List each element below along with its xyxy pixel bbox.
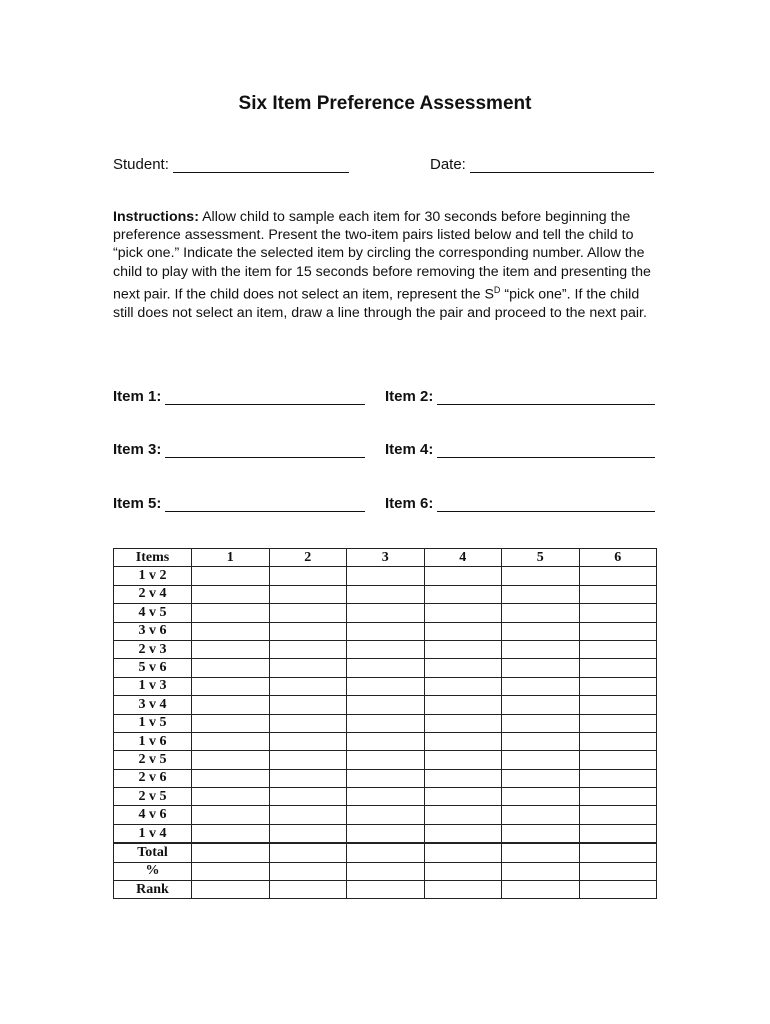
table-cell[interactable] (579, 881, 657, 899)
table-row (114, 604, 657, 622)
table-cell[interactable] (424, 824, 502, 843)
table-cell[interactable] (269, 585, 347, 603)
table-cell[interactable] (424, 640, 502, 658)
item2-line[interactable] (437, 390, 655, 405)
table-cell[interactable] (502, 843, 580, 862)
table-cell[interactable] (424, 585, 502, 603)
item3-field[interactable] (113, 441, 365, 458)
table-cell[interactable] (424, 806, 502, 824)
table-cell[interactable] (424, 622, 502, 640)
table-cell[interactable] (269, 677, 347, 695)
student-label: Student: (113, 156, 169, 173)
row-label: 3 v 4 (114, 696, 192, 714)
item1-field[interactable] (113, 388, 365, 405)
table-cell[interactable] (269, 862, 347, 880)
table-cell[interactable] (347, 696, 425, 714)
table-cell[interactable] (424, 751, 502, 769)
table-cell[interactable] (579, 696, 657, 714)
table-cell[interactable] (347, 806, 425, 824)
row-label: 2 v 3 (114, 640, 192, 658)
row-label: 4 v 6 (114, 806, 192, 824)
item2-label: Item 2: (385, 388, 434, 405)
table-cell[interactable] (424, 862, 502, 880)
table-cell[interactable] (579, 604, 657, 622)
header-items: Items (114, 549, 192, 567)
item4-label: Item 4: (385, 441, 434, 458)
table-cell[interactable] (502, 788, 580, 806)
student-line[interactable] (173, 158, 349, 173)
table-cell[interactable] (502, 769, 580, 787)
table-cell[interactable] (269, 714, 347, 732)
table-cell[interactable] (579, 732, 657, 750)
table-body (114, 567, 657, 899)
table-cell[interactable] (424, 769, 502, 787)
row-label: 2 v 5 (114, 751, 192, 769)
table-cell[interactable] (269, 769, 347, 787)
item5-label: Item 5: (113, 495, 162, 512)
table-cell[interactable] (192, 769, 270, 787)
table-cell[interactable] (269, 881, 347, 899)
item3-line[interactable] (165, 443, 365, 458)
header-item-4: 4 (424, 549, 502, 567)
table-cell[interactable] (502, 622, 580, 640)
table-row (114, 677, 657, 695)
table-cell[interactable] (502, 696, 580, 714)
table-cell[interactable] (579, 824, 657, 843)
header-item-5: 5 (502, 549, 580, 567)
summary-row (114, 862, 657, 880)
table-cell[interactable] (347, 567, 425, 585)
header-item-6: 6 (579, 549, 657, 567)
item4-line[interactable] (437, 443, 655, 458)
table-cell[interactable] (347, 862, 425, 880)
row-label: 2 v 6 (114, 769, 192, 787)
table-row (114, 659, 657, 677)
row-label: 1 v 3 (114, 677, 192, 695)
table-cell[interactable] (502, 806, 580, 824)
table-cell[interactable] (579, 622, 657, 640)
header-item-3: 3 (347, 549, 425, 567)
table-cell[interactable] (347, 622, 425, 640)
table-cell[interactable] (269, 622, 347, 640)
row-label: 1 v 2 (114, 567, 192, 585)
table-cell[interactable] (579, 659, 657, 677)
table-cell[interactable] (192, 862, 270, 880)
row-label: 4 v 5 (114, 604, 192, 622)
instructions-text-2: “pick one”. If the child still does not select an item, draw a line through the pair and proceed to the next pair. (113, 286, 647, 321)
table-cell[interactable] (579, 788, 657, 806)
table-cell[interactable] (502, 714, 580, 732)
preference-table (113, 548, 657, 899)
table-cell[interactable] (192, 732, 270, 750)
table-cell[interactable] (192, 640, 270, 658)
table-cell[interactable] (579, 806, 657, 824)
table-cell[interactable] (192, 788, 270, 806)
row-label: 3 v 6 (114, 622, 192, 640)
table-cell[interactable] (269, 788, 347, 806)
table-cell[interactable] (347, 714, 425, 732)
row-label: Total (114, 843, 192, 862)
instructions (113, 208, 658, 322)
table-cell[interactable] (424, 843, 502, 862)
table-cell[interactable] (347, 640, 425, 658)
table-cell[interactable] (192, 806, 270, 824)
instructions-text-1: Allow child to sample each item for 30 seconds before beginning the preference assessment. Present the two-item pairs listed below and tell the child to “pick one.” Indicate the selected item by circling the corresponding number. Allow the child to play with the item for 15 seconds before removing the item and presenting the next pair. If the child does not select an item, represent the S (113, 209, 651, 303)
table-cell[interactable] (347, 659, 425, 677)
table-cell[interactable] (502, 881, 580, 899)
date-field[interactable] (430, 156, 654, 173)
item1-line[interactable] (165, 390, 365, 405)
row-label: Rank (114, 881, 192, 899)
summary-row (114, 881, 657, 899)
sd-superscript: D (493, 284, 501, 295)
item6-line[interactable] (437, 497, 655, 512)
table-cell[interactable] (502, 585, 580, 603)
table-row (114, 585, 657, 603)
header-item-2: 2 (269, 549, 347, 567)
table-cell[interactable] (192, 585, 270, 603)
table-cell[interactable] (269, 567, 347, 585)
table-row (114, 806, 657, 824)
table-cell[interactable] (424, 881, 502, 899)
table-cell[interactable] (347, 788, 425, 806)
item5-field[interactable] (113, 495, 365, 512)
table-row (114, 567, 657, 585)
summary-row (114, 843, 657, 862)
table-cell[interactable] (579, 640, 657, 658)
table-cell[interactable] (502, 862, 580, 880)
table-cell[interactable] (424, 732, 502, 750)
item6-label: Item 6: (385, 495, 434, 512)
table-cell[interactable] (192, 696, 270, 714)
item3-label: Item 3: (113, 441, 162, 458)
table-cell[interactable] (269, 659, 347, 677)
table-row (114, 824, 657, 843)
table-cell[interactable] (579, 862, 657, 880)
table-cell[interactable] (192, 843, 270, 862)
row-label: 2 v 5 (114, 788, 192, 806)
table-cell[interactable] (269, 732, 347, 750)
row-label: % (114, 862, 192, 880)
table-row (114, 751, 657, 769)
date-label: Date: (430, 156, 466, 173)
table-cell[interactable] (347, 881, 425, 899)
table-cell[interactable] (192, 714, 270, 732)
table-row (114, 788, 657, 806)
date-line[interactable] (470, 158, 654, 173)
table-cell[interactable] (424, 659, 502, 677)
table-cell[interactable] (347, 769, 425, 787)
row-label: 1 v 4 (114, 824, 192, 843)
table-cell[interactable] (502, 824, 580, 843)
item2-field[interactable] (385, 388, 655, 405)
table-cell[interactable] (192, 659, 270, 677)
item4-field[interactable] (385, 441, 655, 458)
page-title: Six Item Preference Assessment (238, 93, 532, 114)
table-cell[interactable] (269, 696, 347, 714)
table-cell[interactable] (424, 696, 502, 714)
table-cell[interactable] (424, 714, 502, 732)
table-cell[interactable] (424, 677, 502, 695)
table-row (114, 640, 657, 658)
table-cell[interactable] (347, 843, 425, 862)
table-cell[interactable] (424, 788, 502, 806)
table-cell[interactable] (579, 714, 657, 732)
row-label: 5 v 6 (114, 659, 192, 677)
table-cell[interactable] (579, 585, 657, 603)
table-cell[interactable] (347, 677, 425, 695)
table-cell[interactable] (269, 604, 347, 622)
item5-line[interactable] (165, 497, 365, 512)
table-cell[interactable] (347, 751, 425, 769)
table-cell[interactable] (269, 640, 347, 658)
table-cell[interactable] (579, 751, 657, 769)
table-cell[interactable] (502, 567, 580, 585)
table-cell[interactable] (192, 751, 270, 769)
table-header-row (114, 549, 657, 567)
table-cell[interactable] (192, 604, 270, 622)
table-cell[interactable] (502, 751, 580, 769)
table-cell[interactable] (502, 732, 580, 750)
table-cell[interactable] (347, 732, 425, 750)
header-item-1: 1 (192, 549, 270, 567)
table-cell[interactable] (269, 843, 347, 862)
table-cell[interactable] (424, 604, 502, 622)
table-cell[interactable] (579, 567, 657, 585)
table-cell[interactable] (347, 585, 425, 603)
table-cell[interactable] (192, 622, 270, 640)
table-cell[interactable] (502, 659, 580, 677)
table-cell[interactable] (347, 824, 425, 843)
table-row (114, 769, 657, 787)
table-cell[interactable] (192, 824, 270, 843)
table-cell[interactable] (579, 677, 657, 695)
table-row (114, 622, 657, 640)
student-field[interactable] (113, 156, 349, 173)
instructions-label: Instructions: (113, 209, 199, 225)
table-row (114, 732, 657, 750)
table-cell[interactable] (192, 567, 270, 585)
row-label: 1 v 6 (114, 732, 192, 750)
table-row (114, 714, 657, 732)
table-cell[interactable] (269, 751, 347, 769)
table-cell[interactable] (269, 806, 347, 824)
table-cell[interactable] (192, 677, 270, 695)
item6-field[interactable] (385, 495, 655, 512)
table-cell[interactable] (269, 824, 347, 843)
table-cell[interactable] (347, 604, 425, 622)
table-cell[interactable] (502, 604, 580, 622)
table-cell[interactable] (192, 881, 270, 899)
table-cell[interactable] (579, 769, 657, 787)
table-cell[interactable] (424, 567, 502, 585)
row-label: 1 v 5 (114, 714, 192, 732)
table-cell[interactable] (502, 640, 580, 658)
table-row (114, 696, 657, 714)
table-cell[interactable] (579, 843, 657, 862)
table-cell[interactable] (502, 677, 580, 695)
item1-label: Item 1: (113, 388, 162, 405)
row-label: 2 v 4 (114, 585, 192, 603)
